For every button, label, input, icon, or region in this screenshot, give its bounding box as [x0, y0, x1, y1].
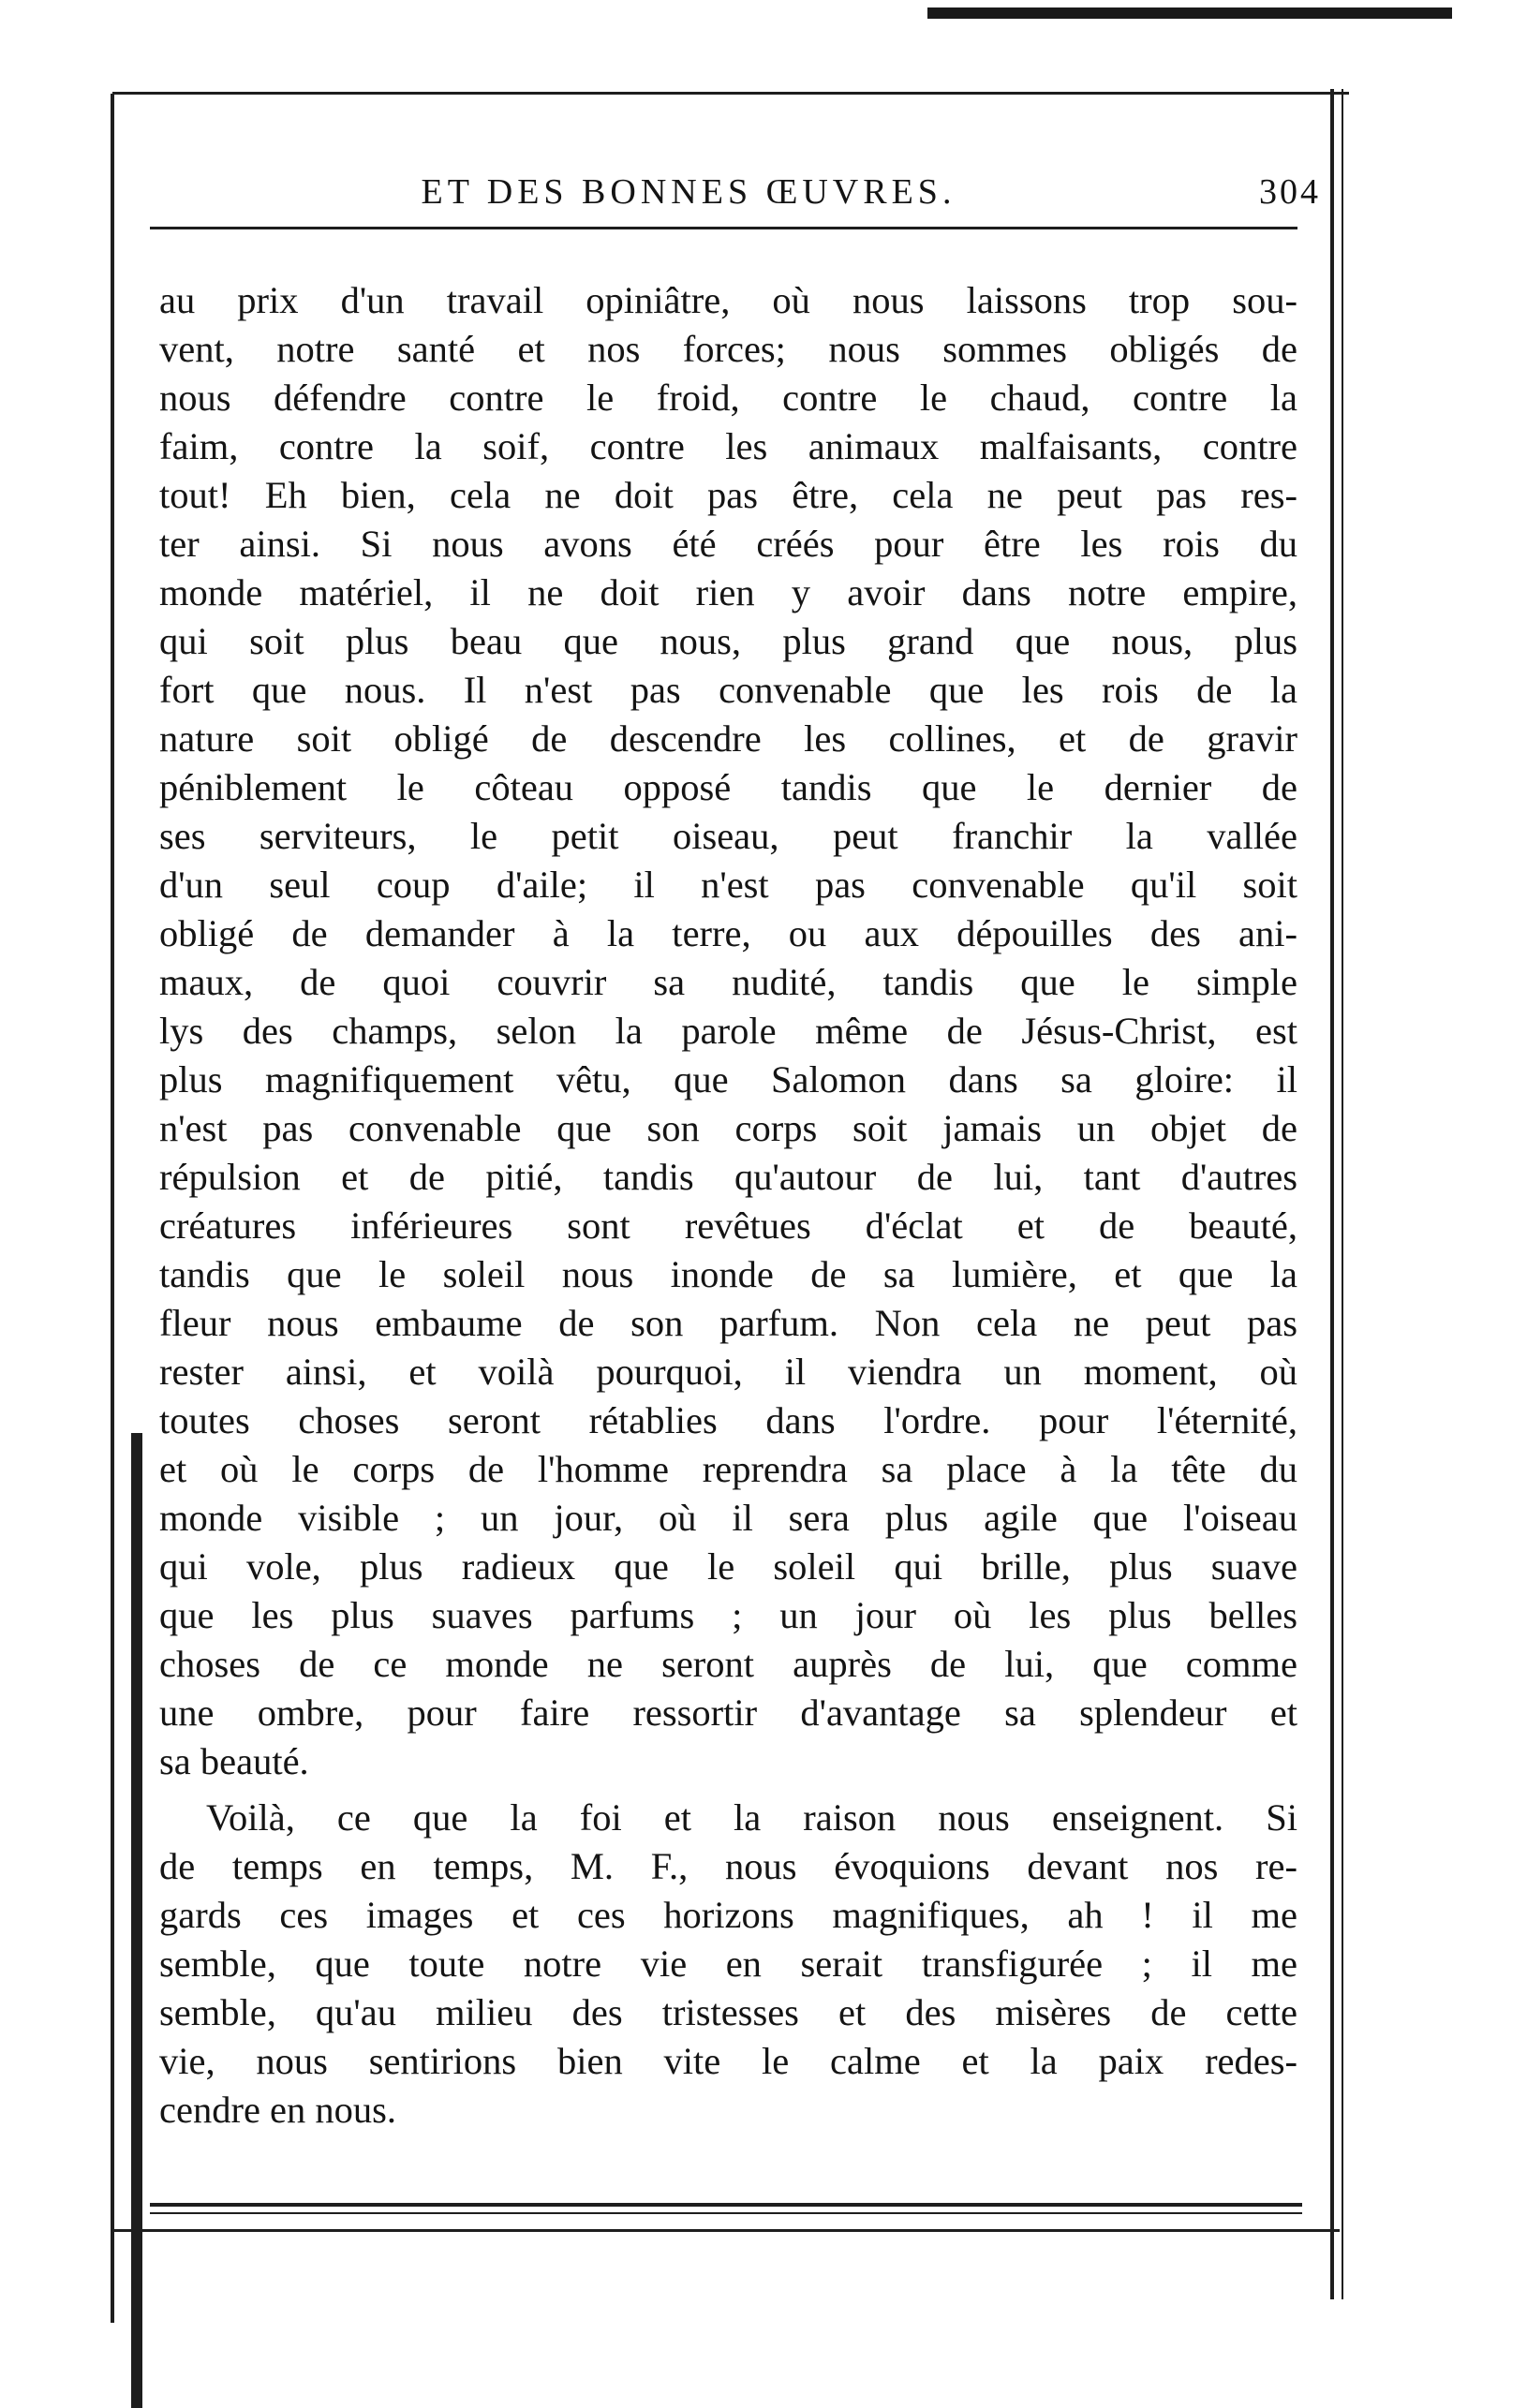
page-number: 304: [1259, 172, 1321, 212]
text-line: que les plus suaves parfums ; un jour où les plus belles: [159, 1594, 1297, 1636]
text-line: une ombre, pour faire ressortir d'avantage sa splendeur et: [159, 1692, 1297, 1734]
text-line: de temps en temps, M. F., nous évoquions devant nos re-: [159, 1845, 1297, 1887]
text-line: monde matériel, il ne doit rien y avoir dans notre empire,: [159, 571, 1297, 613]
text-line: Voilà, ce que la foi et la raison nous enseignent. Si: [206, 1796, 1297, 1839]
text-line: tout! Eh bien, cela ne doit pas être, cela ne peut pas res-: [159, 474, 1297, 516]
frame-left-line: [111, 94, 114, 2323]
text-line: maux, de quoi couvrir sa nudité, tandis que le simple: [159, 961, 1297, 1003]
text-line: choses de ce monde ne seront auprès de lui, que comme: [159, 1643, 1297, 1685]
text-line: lys des champs, selon la parole même de Jésus-Christ, est: [159, 1010, 1297, 1052]
text-line: fleur nous embaume de son parfum. Non cela ne peut pas: [159, 1302, 1297, 1344]
text-line: tandis que le soleil nous inonde de sa lumière, et que la: [159, 1253, 1297, 1295]
text-line: ter ainsi. Si nous avons été créés pour être les rois du: [159, 523, 1297, 565]
running-head: ET DES BONNES ŒUVRES.: [421, 172, 956, 212]
paragraph-gap: [159, 1786, 1297, 1794]
text-line: monde visible ; un jour, où il sera plus agile que l'oiseau: [159, 1497, 1297, 1539]
page-header: [141, 155, 1340, 220]
paragraph: [159, 1786, 1297, 2135]
text-line: nous défendre contre le froid, contre le chaud, contre la: [159, 377, 1297, 419]
text-line: obligé de demander à la terre, ou aux dépouilles des ani-: [159, 912, 1297, 954]
text-line: qui soit plus beau que nous, plus grand que nous, plus: [159, 620, 1297, 662]
text-line: plus magnifiquement vêtu, que Salomon dans sa gloire: il: [159, 1058, 1297, 1101]
text-line: fort que nous. Il n'est pas convenable que les rois de la: [159, 669, 1297, 711]
frame-top-line: [112, 92, 1349, 95]
bottom-rule-secondary: [150, 2212, 1302, 2214]
header-rule: [150, 227, 1297, 229]
text-line: rester ainsi, et voilà pourquoi, il viendra un moment, où: [159, 1351, 1297, 1393]
text-line: d'un seul coup d'aile; il n'est pas convenable qu'il soit: [159, 864, 1297, 906]
top-edge-rule: [927, 7, 1452, 19]
text-line: ses serviteurs, le petit oiseau, peut franchir la vallée: [159, 815, 1297, 857]
text-line: semble, que toute notre vie en serait transfigurée ; il me: [159, 1943, 1297, 1985]
text-line: gards ces images et ces horizons magnifiques, ah ! il me: [159, 1894, 1297, 1936]
text-line: cendre en nous.: [159, 2089, 397, 2131]
bottom-rule: [150, 2203, 1302, 2207]
text-line: péniblement le côteau opposé tandis que le dernier de: [159, 766, 1297, 808]
text-line: créatures inférieures sont revêtues d'éclat et de beauté,: [159, 1204, 1297, 1247]
text-line: répulsion et de pitié, tandis qu'autour de lui, tant d'autres: [159, 1156, 1297, 1198]
text-line: faim, contre la soif, contre les animaux malfaisants, contre: [159, 425, 1297, 467]
book-page: [141, 112, 1340, 2276]
text-line: qui vole, plus radieux que le soleil qui brille, plus suave: [159, 1545, 1297, 1588]
text-line: et où le corps de l'homme reprendra sa place à la tête du: [159, 1448, 1297, 1490]
text-line: vent, notre santé et nos forces; nous sommes obligés de: [159, 328, 1297, 370]
text-line: sa beauté.: [159, 1740, 309, 1782]
text-line: au prix d'un travail opiniâtre, où nous laissons trop sou-: [159, 279, 1297, 321]
text-line: toutes choses seront rétablies dans l'ordre. pour l'éternité,: [159, 1399, 1297, 1441]
text-line: vie, nous sentirions bien vite le calme et la paix redes-: [159, 2040, 1297, 2082]
frame-right-inner-line: [1342, 89, 1343, 2299]
text-line: n'est pas convenable que son corps soit jamais un objet de: [159, 1107, 1297, 1149]
text-line: semble, qu'au milieu des tristesses et des misères de cette: [159, 1991, 1297, 2033]
text-line: nature soit obligé de descendre les collines, et de gravir: [159, 717, 1297, 760]
paragraph: [159, 276, 1297, 1786]
body-text: [159, 276, 1297, 2135]
